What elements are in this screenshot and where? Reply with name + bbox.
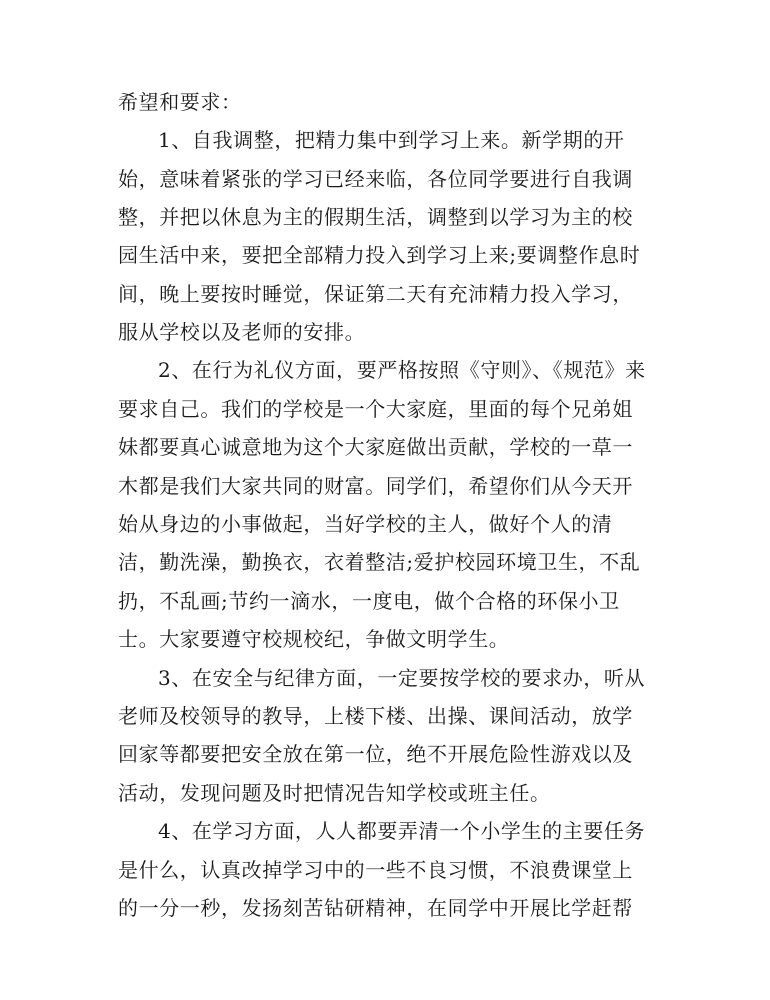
paragraph-3-line: 3、在安全与纪律方面，一定要按学校的要求办，听从 — [158, 666, 646, 690]
paragraph-2-line: 始从身边的小事做起，当好学校的主人，做好个人的清 — [118, 512, 613, 536]
paragraph-1-line: 园生活中来，要把全部精力投入到学习上来;要调整作息时 — [118, 243, 641, 267]
paragraph-1-line: 整，并把以休息为主的假期生活，调整到以学习为主的校 — [118, 205, 633, 229]
paragraph-4-line: 4、在学习方面，人人都要弄清一个小学生的主要任务 — [158, 819, 646, 843]
paragraph-1-line: 始，意味着紧张的学习已经来临，各位同学要进行自我调 — [118, 167, 633, 191]
paragraph-3-line: 老师及校领导的教导，上楼下楼、出操、课间活动，放学 — [118, 704, 633, 728]
paragraph-1-line: 1、自我调整，把精力集中到学习上来。新学期的开 — [158, 128, 625, 152]
paragraph-2-line: 妹都要真心诚意地为这个大家庭做出贡献，学校的一草一 — [118, 435, 633, 459]
paragraph-1-line: 间，晚上要按时睡觉，保证第二天有充沛精力投入学习， — [118, 282, 633, 306]
paragraph-2-line: 洁，勤洗澡，勤换衣，衣着整洁;爱护校园环境卫生，不乱 — [118, 550, 641, 574]
paragraph-2-line: 木都是我们大家共同的财富。同学们，希望你们从今天开 — [118, 474, 633, 498]
paragraph-2-line: 要求自己。我们的学校是一个大家庭，里面的每个兄弟姐 — [118, 397, 633, 421]
paragraph-1-line: 服从学校以及老师的安排。 — [118, 320, 366, 344]
paragraph-4-line: 是什么，认真改掉学习中的一些不良习惯，不浪费课堂上 — [118, 858, 633, 882]
paragraph-2-line: 扔，不乱画;节约一滴水，一度电，做个合格的环保小卫 — [118, 589, 620, 613]
paragraph-2-line: 士。大家要遵守校规校纪，争做文明学生。 — [118, 627, 510, 651]
paragraph-4-line: 的一分一秒，发扬刻苦钻研精神，在同学中开展比学赶帮 — [118, 896, 633, 920]
paragraph-3-line: 活动，发现问题及时把情况告知学校或班主任。 — [118, 781, 551, 805]
paragraph-2-line: 2、在行为礼仪方面，要严格按照《守则》、《规范》来 — [158, 358, 646, 382]
section-heading: 希望和要求： — [118, 90, 242, 114]
paragraph-3-line: 回家等都要把安全放在第一位，绝不开展危险性游戏以及 — [118, 742, 633, 766]
